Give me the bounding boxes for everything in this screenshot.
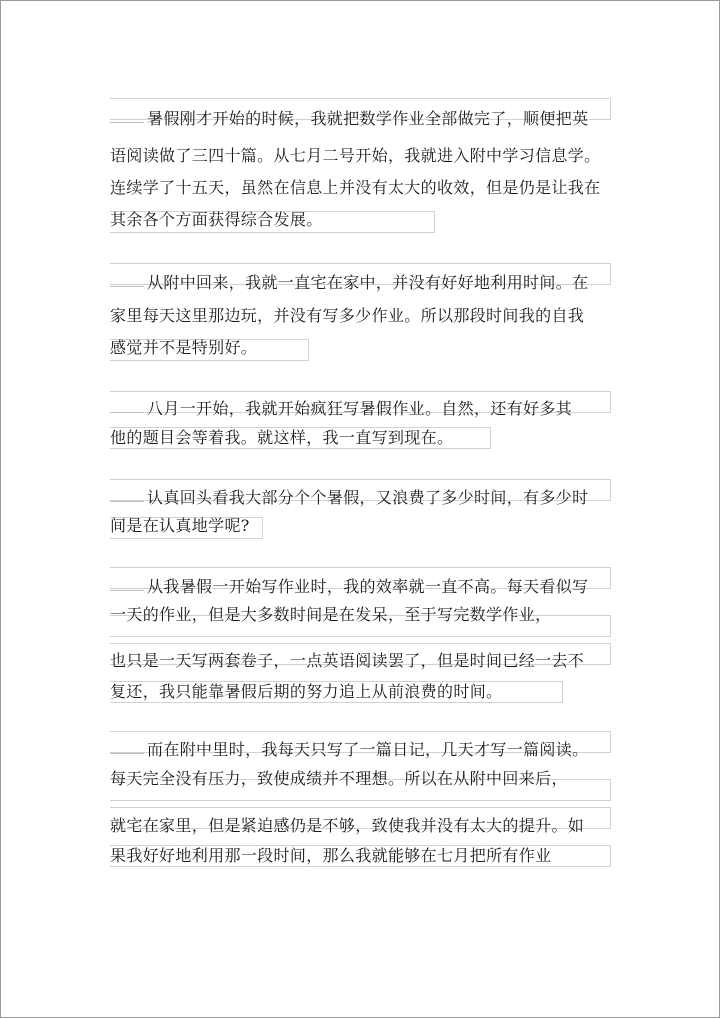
paragraph-line: 而在附中里时，我每天只写了一篇日记，几天才写一篇阅读。 [1, 740, 588, 762]
paragraph-line: 语阅读做了三四十篇。从七月二号开始，我就进入附中学习信息学。 [110, 146, 601, 165]
paragraph-line: 其余各个方面获得综合发展。 [110, 210, 323, 229]
paragraph-line: 家里每天这里那边玩，并没有写多少作业。所以那段时间我的自我 [110, 306, 585, 325]
paragraph-line: 每天完全没有压力，致使成绩并不理想。所以在从附中回来后， [110, 769, 568, 788]
paragraph-line: 暑假刚才开始的时候，我就把数学作业全部做完了，顺便把英 [1, 109, 588, 131]
paragraph-line: 他的题目会等着我。就这样，我一直写到现在。 [110, 428, 454, 447]
paragraph-line: 间是在认真地学呢? [110, 516, 250, 535]
paragraph-line: 就宅在家里，但是紧迫感仍是不够，致使我并没有太大的提升。如 [110, 816, 585, 835]
paragraph-line: 复还，我只能靠暑假后期的努力追上从前浪费的时间。 [110, 682, 503, 701]
paragraph-line: 一天的作业，但是大多数时间是在发呆，至于写完数学作业， [110, 605, 552, 624]
paragraph-line: 感觉并不是特别好。 [110, 338, 258, 357]
paragraph-line: 连续学了十五天，虽然在信息上并没有太大的收效，但是仍是让我在 [110, 178, 601, 197]
paragraph-line: 认真回头看我大部分个个暑假，又浪费了多少时间，有多少时 [1, 488, 588, 510]
paragraph-line: 从附中回来，我就一直宅在家中，并没有好好地利用时间。在 [1, 273, 588, 295]
paragraph-line: 也只是一天写两套卷子，一点英语阅读罢了，但是时间已经一去不 [110, 651, 585, 670]
paragraph-line: 从我暑假一开始写作业时，我的效率就一直不高。每天看似写 [1, 577, 588, 599]
paragraph-line: 果我好好地利用那一段时间，那么我就能够在七月把所有作业 [110, 846, 552, 865]
paragraph-line: 八月一开始，我就开始疯狂写暑假作业。自然，还有好多其 [1, 399, 572, 421]
